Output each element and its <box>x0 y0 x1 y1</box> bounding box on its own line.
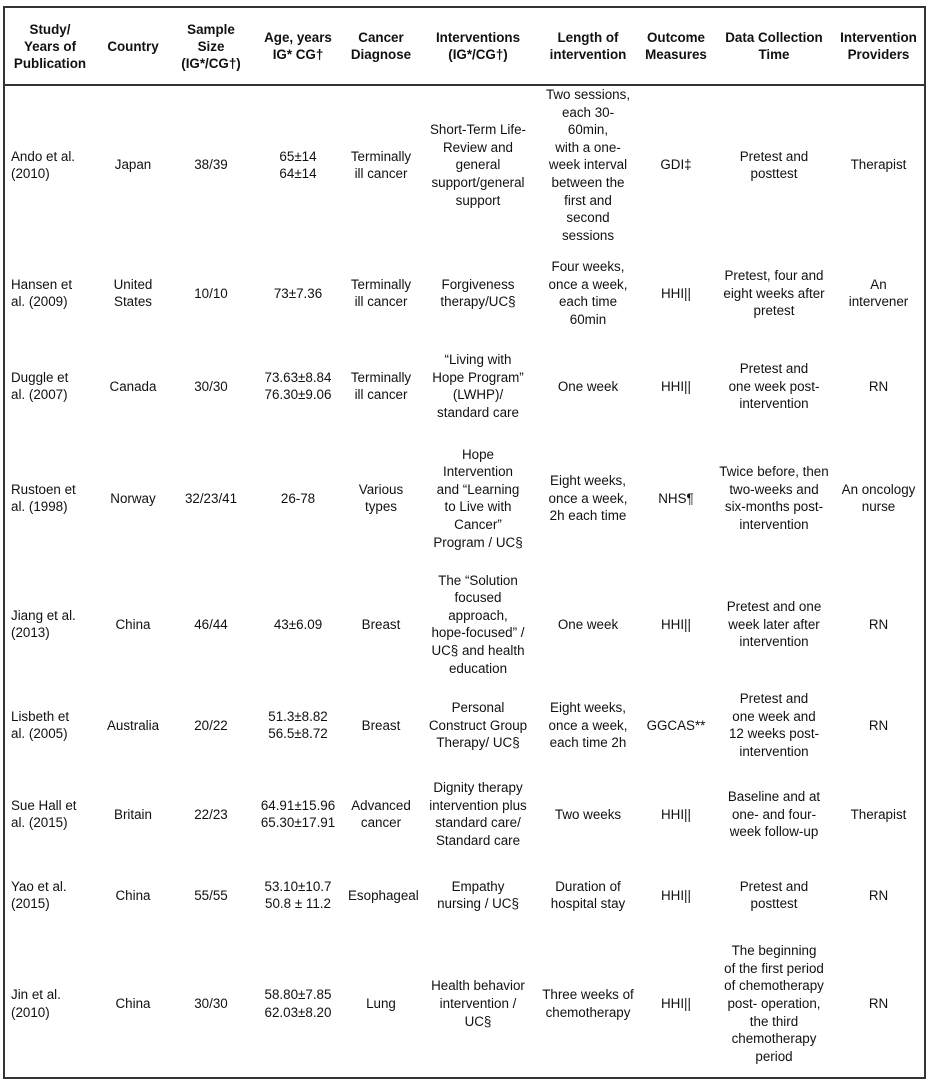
cell-diagnosis: Esophageal <box>348 887 419 903</box>
cell-sample: 46/44 <box>194 616 228 632</box>
header-length: Length of intervention <box>539 7 637 85</box>
cell-provider: RN <box>868 616 889 632</box>
header-data-collection-time: Data Collection Time <box>715 7 833 85</box>
cell-sample: 38/39 <box>194 157 228 173</box>
cell-country: Britain <box>114 806 152 822</box>
cell-diagnosis: Lung <box>366 996 396 1012</box>
cell-data-time: Baseline and at one- and four- week follow-up <box>727 788 821 840</box>
study-characteristics-table <box>3 6 926 1079</box>
table-row <box>4 682 925 768</box>
cell-data-time: Pretest and one week later after intervention <box>726 598 822 650</box>
cell-length: Eight weeks, once a week, 2h each time <box>548 472 628 524</box>
cell-data-time: Twice before, then two-weeks and six-months post- intervention <box>719 464 829 532</box>
cell-country: United States <box>113 276 153 310</box>
cell-outcome: HHI|| <box>660 806 692 822</box>
cell-data-time: The beginning of the first period of chemotherapy post- operation, the third chemotherapy period <box>724 943 824 1064</box>
cell-data-time: Pretest, four and eight weeks after pretest <box>723 267 825 319</box>
cell-age: 26-78 <box>280 490 316 506</box>
cell-outcome: HHI|| <box>660 285 692 301</box>
cell-sample: 22/23 <box>194 806 228 822</box>
cell-diagnosis: Terminally ill cancer <box>350 148 412 182</box>
cell-data-time: Pretest and posttest <box>739 148 809 182</box>
table-row <box>4 930 925 1078</box>
cell-sample: 20/22 <box>194 717 228 733</box>
cell-provider: RN <box>868 378 889 394</box>
cell-study: Jiang et al. (2013) <box>11 607 76 641</box>
cell-data-time: Pretest and posttest <box>739 878 809 912</box>
cell-study: Rustoen et al. (1998) <box>11 481 76 515</box>
cell-length: One week <box>557 616 619 632</box>
header-sample-size: Sample Size (IG*/CG†) <box>171 7 251 85</box>
cell-outcome: HHI|| <box>660 378 692 394</box>
cell-age: 43±6.09 <box>273 616 323 632</box>
cell-sample: 30/30 <box>194 378 228 394</box>
cell-study: Yao et al. (2015) <box>11 878 67 912</box>
table-row <box>4 85 925 244</box>
cell-age: 65±14 64±14 <box>279 148 317 182</box>
study-table-container <box>3 6 924 1079</box>
cell-outcome: HHI|| <box>660 996 692 1012</box>
cell-age: 73±7.36 <box>273 285 323 301</box>
cell-study: Jin et al. (2010) <box>11 987 61 1020</box>
cell-sample: 32/23/41 <box>184 490 238 506</box>
cell-country: Australia <box>106 717 160 733</box>
cell-country: Japan <box>114 157 152 173</box>
cell-interventions: “Living with Hope Program” (LWHP)/ standard care <box>432 352 524 420</box>
cell-provider: An oncology nurse <box>841 481 916 515</box>
cell-interventions: Empathy nursing / UC§ <box>437 878 519 912</box>
cell-diagnosis: Breast <box>361 616 401 632</box>
cell-study: Hansen et al. (2009) <box>11 276 73 310</box>
cell-length: One week <box>557 378 619 394</box>
cell-outcome: HHI|| <box>660 616 692 632</box>
cell-age: 73.63±8.84 76.30±9.06 <box>264 369 332 403</box>
cell-interventions: Health behavior intervention / UC§ <box>431 978 525 1029</box>
table-row <box>4 342 925 430</box>
header-study: Study/ Years of Publication <box>4 7 95 85</box>
cell-provider: RN <box>868 887 889 903</box>
cell-age: 64.91±15.96 65.30±17.91 <box>260 797 336 831</box>
cell-data-time: Pretest and one week and 12 weeks post- intervention <box>728 691 820 759</box>
cell-country: Norway <box>110 490 156 506</box>
cell-diagnosis: Breast <box>361 717 401 733</box>
header-country: Country <box>95 7 171 85</box>
cell-diagnosis: Various types <box>358 481 404 515</box>
cell-age: 51.3±8.82 56.5±8.72 <box>268 708 328 742</box>
header-outcome-measures: Outcome Measures <box>637 7 715 85</box>
cell-provider: RN <box>868 717 889 733</box>
cell-interventions: Personal Construct Group Therapy/ UC§ <box>428 699 528 751</box>
header-age: Age, years IG* CG† <box>251 7 345 85</box>
cell-length: Duration of hospital stay <box>550 878 626 912</box>
cell-sample: 30/30 <box>194 996 228 1012</box>
cell-length: Three weeks of chemotherapy <box>542 987 634 1020</box>
cell-age: 58.80±7.85 62.03±8.20 <box>264 987 332 1020</box>
table-row <box>4 566 925 682</box>
cell-sample: 55/55 <box>194 887 228 903</box>
table-row <box>4 860 925 930</box>
cell-country: China <box>115 616 151 632</box>
cell-provider: Therapist <box>850 806 907 822</box>
cell-provider: An intervener <box>848 276 909 310</box>
cell-interventions: The “Solution focused approach, hope-focused” / UC§ and health education <box>431 572 525 676</box>
table-row <box>4 244 925 342</box>
cell-outcome: NHS¶ <box>658 490 694 506</box>
header-interventions: Interventions (IG*/CG†) <box>417 7 539 85</box>
cell-diagnosis: Terminally ill cancer <box>350 276 412 310</box>
cell-country: Canada <box>109 378 157 394</box>
cell-length: Eight weeks, once a week, each time 2h <box>548 699 628 751</box>
cell-provider: Therapist <box>850 157 907 173</box>
cell-country: China <box>115 996 151 1012</box>
cell-data-time: Pretest and one week post- intervention <box>728 360 820 412</box>
cell-provider: RN <box>868 996 889 1012</box>
cell-study: Duggle et al. (2007) <box>11 369 69 403</box>
cell-sample: 10/10 <box>194 285 228 301</box>
cell-interventions: Dignity therapy intervention plus standard care/ Standard care <box>429 780 527 848</box>
cell-length: Two sessions, each 30-60min, with a one- week interval between the first and second sessions <box>545 87 631 243</box>
cell-interventions: Forgiveness therapy/UC§ <box>440 276 516 310</box>
cell-interventions: Hope Intervention and “Learning to Live with Cancer” Program / UC§ <box>433 446 523 550</box>
cell-outcome: GGCAS** <box>646 717 706 733</box>
cell-study: Lisbeth et al. (2005) <box>11 708 70 742</box>
table-row <box>4 430 925 566</box>
cell-country: China <box>115 887 151 903</box>
cell-diagnosis: Advanced cancer <box>351 797 411 831</box>
cell-length: Four weeks, once a week, each time 60min <box>548 259 628 327</box>
header-intervention-providers: Intervention Providers <box>833 7 925 85</box>
cell-interventions: Short-Term Life- Review and general support/general support <box>430 122 526 208</box>
cell-outcome: GDI‡ <box>660 157 692 173</box>
cell-outcome: HHI|| <box>660 887 692 903</box>
cell-study: Ando et al. (2010) <box>11 148 76 182</box>
cell-length: Two weeks <box>554 806 622 822</box>
cell-age: 53.10±10.7 50.8 ± 11.2 <box>264 878 332 912</box>
header-row <box>4 7 925 85</box>
header-cancer-diagnose: Cancer Diagnose <box>345 7 417 85</box>
cell-diagnosis: Terminally ill cancer <box>350 369 412 403</box>
table-row <box>4 768 925 860</box>
cell-study: Sue Hall et al. (2015) <box>11 797 77 831</box>
